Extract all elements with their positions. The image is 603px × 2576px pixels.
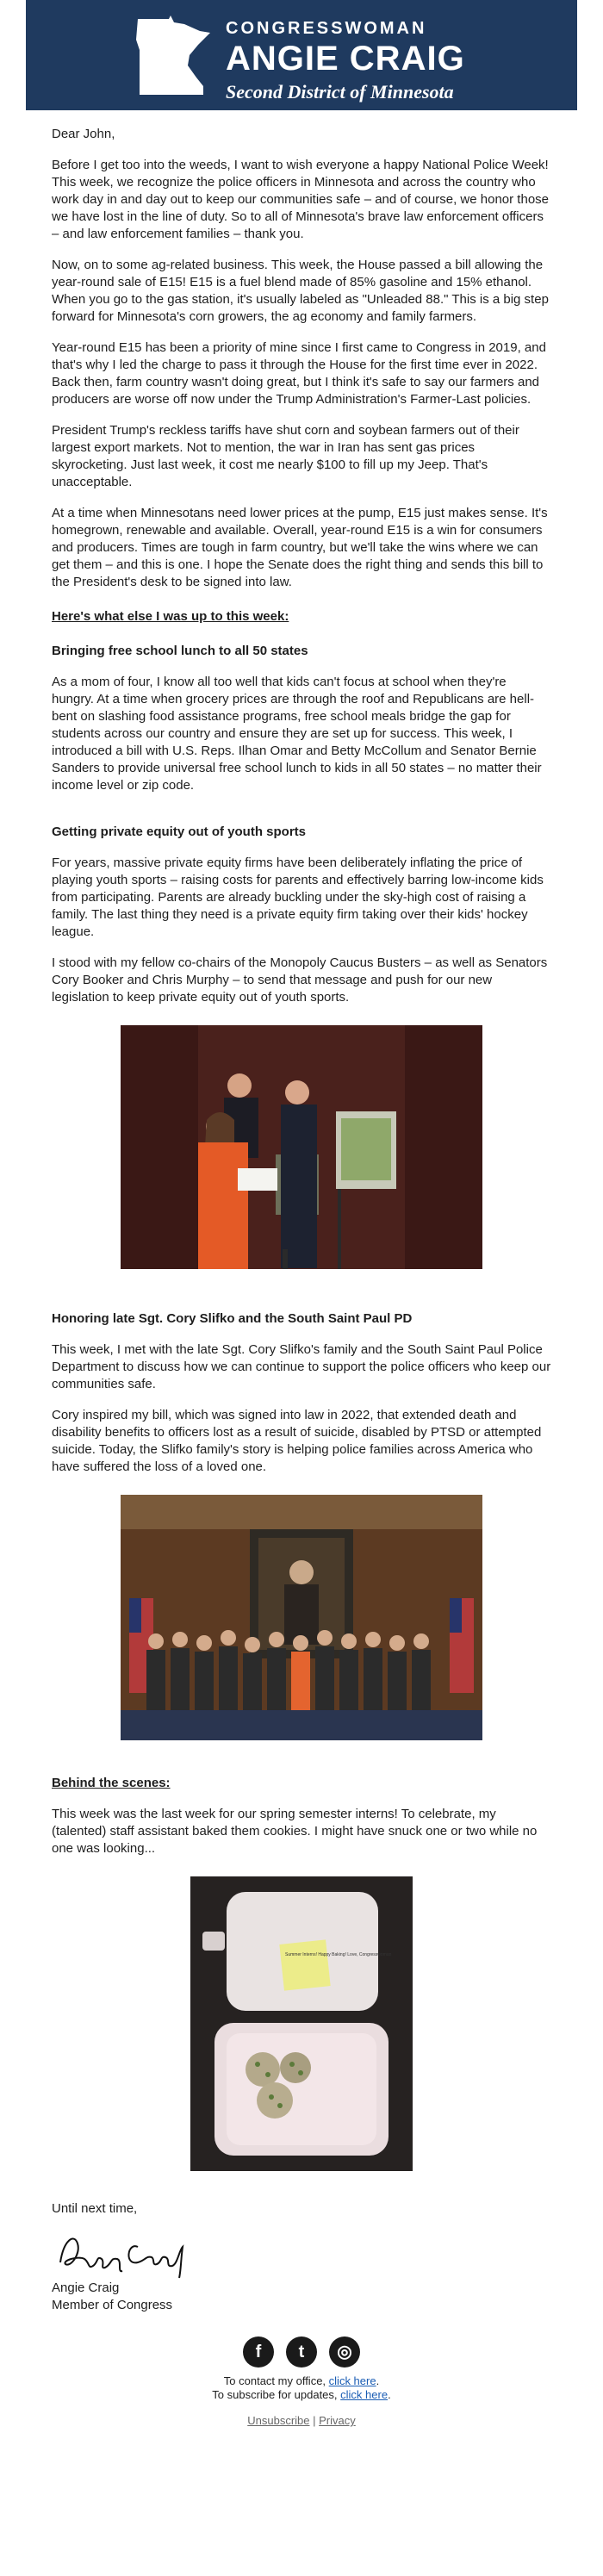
header-line-1: CONGRESSWOMAN (226, 19, 427, 38)
footer-links (0, 2414, 603, 2428)
social-links (0, 2336, 603, 2368)
paragraph: President Trump's reckless tariffs have shut corn and soybean farmers out of their largest export markets. Not to mention, the war in Iran has sent gas prices skyrocketing. Just last week, it cost me nearly $100 to fill up my Jeep. That's unacceptable. (52, 423, 519, 489)
paragraph: This week, I met with the late Sgt. Cory Slifko's family and the South Saint Paul Police Department to discuss how we can continue to support the police officers who keep our communities safe. (52, 1342, 551, 1391)
privacy-link[interactable]: Privacy (319, 2414, 356, 2427)
closing: Until next time, (52, 2201, 138, 2216)
section-heading: Here's what else I was up to this week: (52, 609, 289, 624)
letter-body (52, 110, 551, 2314)
cookies-photo (190, 1876, 413, 2171)
group-photo (121, 1495, 482, 1740)
press-conference-photo (121, 1025, 482, 1269)
paragraph: Now, on to some ag-related business. This week, the House passed a bill allowing the year-round sale of E15! E15 is a fuel blend made of 85% gasoline and 15% ethanol. When you go to the gas station, it's usually labeled as "Unleaded 88." This is a big step forward for Minnesota's corn growers, the ag economy and family farmers. (52, 258, 549, 324)
paragraph: I stood with my fellow co-chairs of the Monopoly Caucus Busters – as well as Senators Cory Booker and Chris Murphy – to send that message and push for our new legislation to keep private equity out of youth sports. (52, 955, 548, 1005)
paragraph: Year-round E15 has been a priority of mine since I first came to Congress in 2019, and that's why I led the charge to pass it through the House for the first time ever in 2022. Back then, farm country wasn't doing great, but I think it's safe to say our farmers and producers are worse off now under the Trump Administration's Farmer-Last policies. (52, 340, 546, 407)
svg-text:Summer Interns! Happy Baking! (285, 1952, 392, 1957)
signer-title: Member of Congress (52, 2298, 173, 2312)
header-district: Second District of Minnesota (226, 81, 454, 103)
twitter-icon[interactable]: t (286, 2336, 317, 2368)
sticky-note-text: Summer Interns! Happy Baking! Love, Congresswoman (285, 1952, 392, 1957)
separator: | (313, 2414, 316, 2427)
subscribe-link[interactable]: click here (340, 2388, 389, 2401)
section-heading: Getting private equity out of youth sports (52, 824, 307, 839)
contact-link[interactable]: click here (328, 2374, 376, 2387)
section-heading: Bringing free school lunch to all 50 states (52, 644, 308, 658)
greeting: Dear John, (52, 127, 115, 141)
instagram-icon[interactable]: ◎ (329, 2336, 360, 2368)
paragraph: As a mom of four, I know all too well that kids can't focus at school when they're hungry. At a time when grocery prices are through the roof and Republicans are hell-bent on slashing food assistance programs, free school meals bridge the gap for students across our country and ensure they are set up for success. This week, I introduced a bill with U.S. Reps. Ilhan Omar and Betty McCollum and Senator Bernie Sanders to provide universal free school lunch to kids in all 50 states – no matter their income level or zip code. (52, 675, 542, 793)
header-name: ANGIE CRAIG (226, 40, 465, 78)
unsubscribe-link[interactable]: Unsubscribe (247, 2414, 310, 2427)
contact-line: To contact my office, click here. (223, 2374, 380, 2387)
paragraph: For years, massive private equity firms have been deliberately inflating the price of playing youth sports – raising costs for parents and effectively barring low-income kids from participating. Parents are already buckling under the sky-high cost of raising a family. The last thing they need is a private equity firm taking over their kids' hockey league. (52, 856, 544, 939)
paragraph: At a time when Minnesotans need lower prices at the pump, E15 just makes sense. It's homegrown, renewable and available. Overall, year-round E15 is a win for consumers and producers. Times are tough in farm country, but we'll take the wins where we can get them – and this is one. I hope the Senate does the right thing and sends this bill to the President's desk to be signed into law. (52, 506, 548, 589)
paragraph: Cory inspired my bill, which was signed into law in 2022, that extended death and disability benefits to officers lost as a result of suicide, disabled by PTSD or attempted suicide. Today, the Slifko family's story is helping police families across America who have suffered the loss of a loved one. (52, 1408, 542, 1474)
footer (0, 2336, 603, 2445)
subscribe-line: To subscribe for updates, click here. (212, 2388, 391, 2401)
paragraph: Before I get too into the weeds, I want to wish everyone a happy National Police Week! This week, we recognize the police officers in Minnesota and across the country who work day in and day out to keep our communities safe – and of course, we honor those we have lost in the line of duty. So to all of Minnesota's brave law enforcement officers – and law enforcement families – thank you. (52, 158, 550, 241)
section-heading: Behind the scenes: (52, 1776, 171, 1790)
minnesota-logo-icon (131, 16, 214, 95)
signer-name: Angie Craig (52, 2280, 120, 2295)
facebook-icon[interactable]: f (243, 2336, 274, 2368)
signature (52, 2224, 551, 2280)
header-banner (26, 0, 577, 110)
paragraph: This week was the last week for our spring semester interns! To celebrate, my (talented) staff assistant baked them cookies. I might have snuck one or two while no one was looking... (52, 1807, 538, 1856)
section-heading: Honoring late Sgt. Cory Slifko and the South Saint Paul PD (52, 1311, 413, 1326)
